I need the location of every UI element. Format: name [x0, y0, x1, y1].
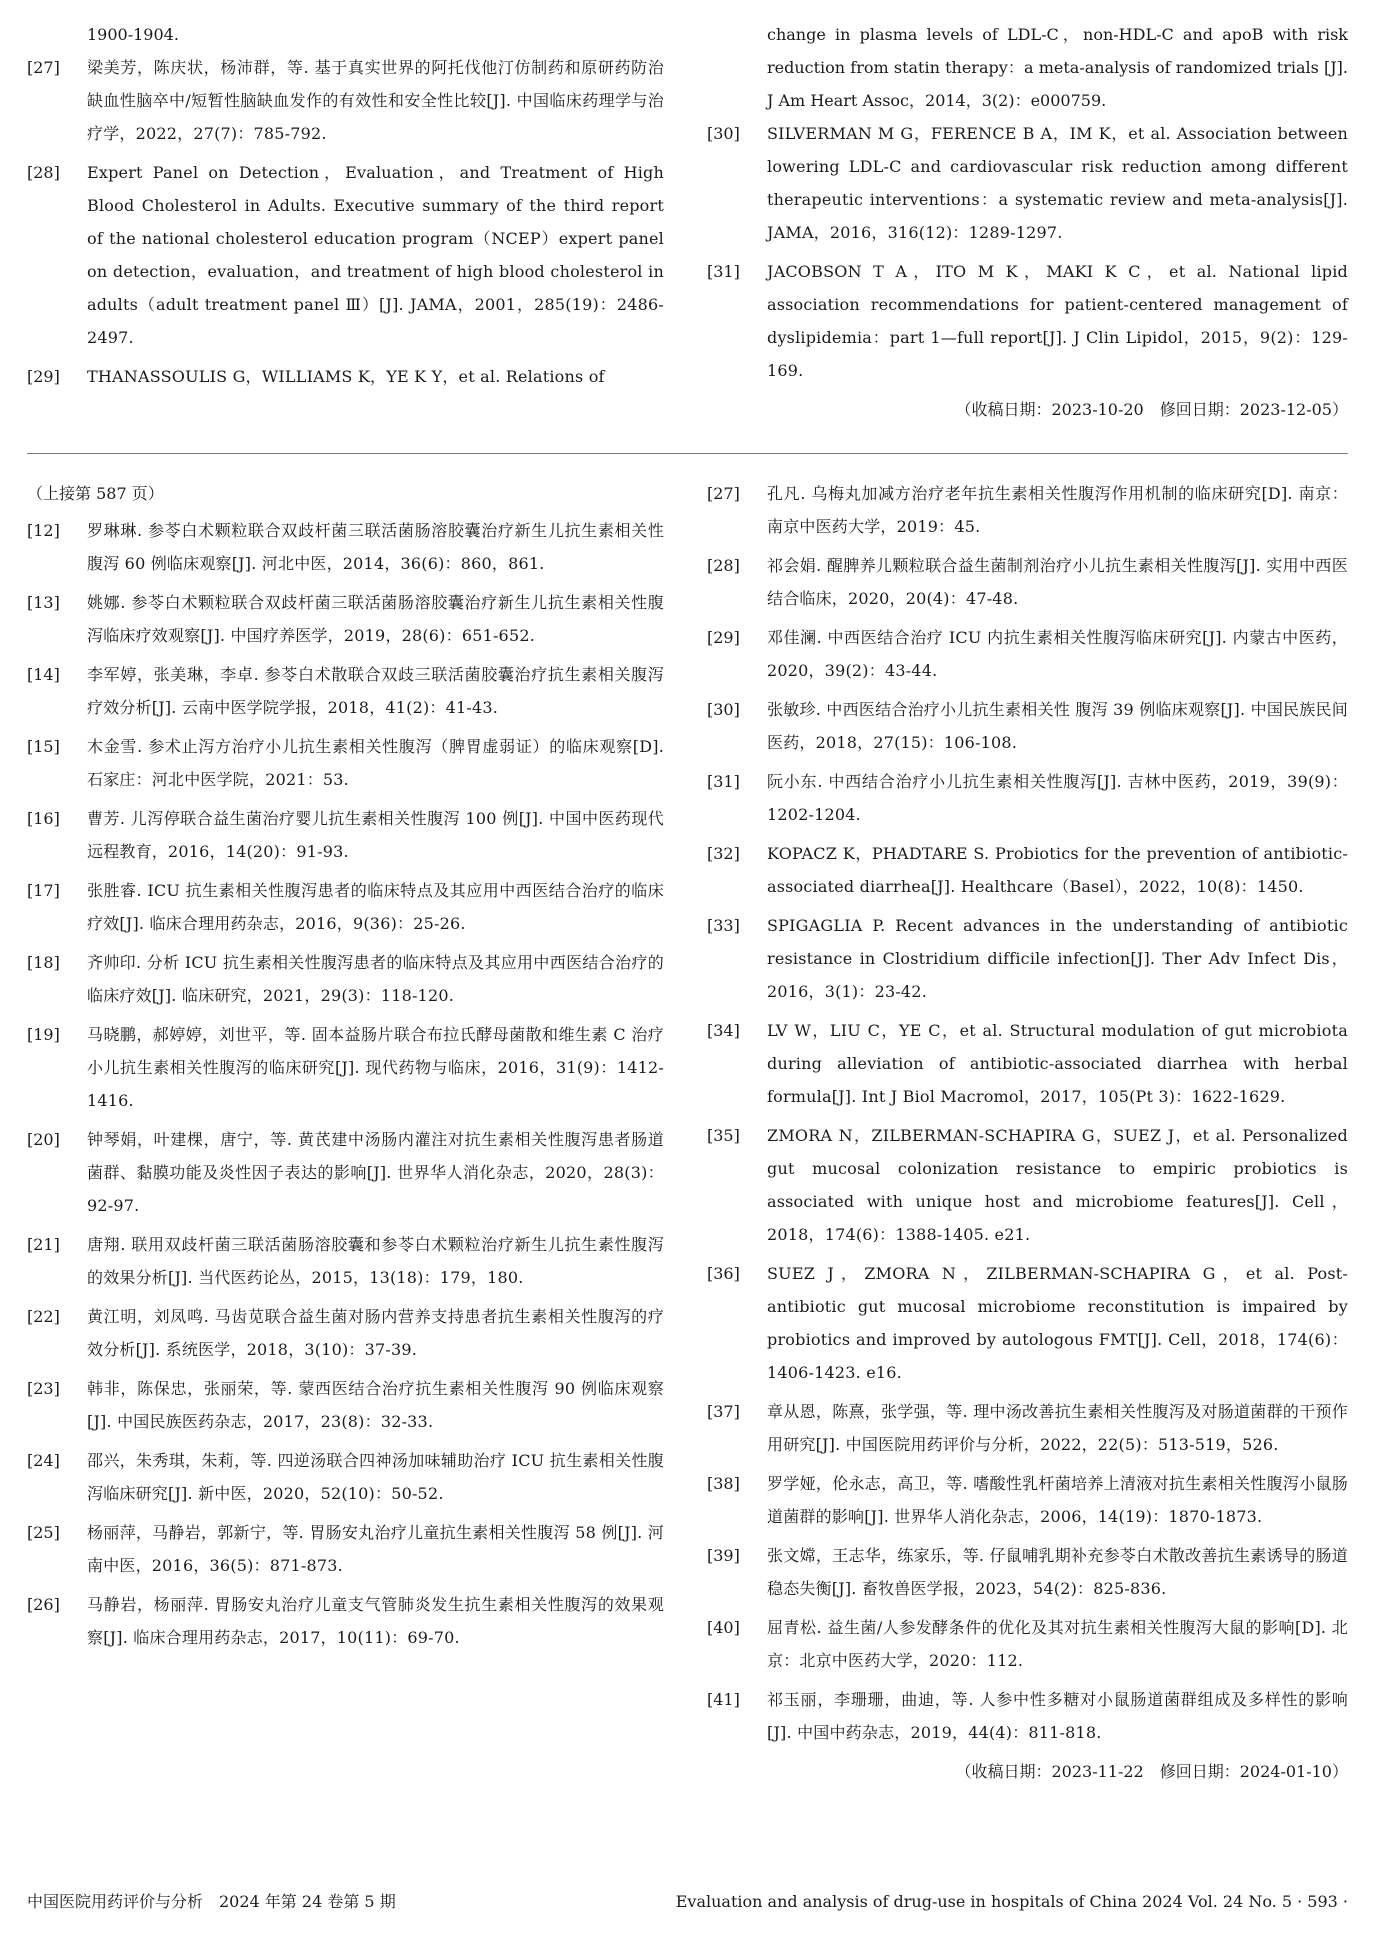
reference-list	[27, 51, 664, 393]
reference-number: [28]	[27, 163, 60, 182]
reference-item	[27, 946, 664, 1012]
reference-text: 张文嫦，王志华，练家乐，等. 仔鼠哺乳期补充参苓白术散改善抗生素诱导的肠道稳态失衡[J]. 畜牧兽医学报，2023，54(2)：825-836.	[767, 1546, 1348, 1598]
reference-item	[707, 1395, 1348, 1461]
reference-item	[707, 909, 1348, 1008]
reference-text: 姚娜. 参苓白术颗粒联合双歧杆菌三联活菌肠溶胶囊治疗新生儿抗生素相关性腹泻临床疗效观察[J]. 中国疗养医学，2019，28(6)：651-652.	[87, 593, 664, 645]
reference-number: [34]	[707, 1021, 740, 1040]
reference-text: 齐帅印. 分析 ICU 抗生素相关性腹泻患者的临床特点及其应用中西医结合治疗的临床疗效[J]. 临床研究，2021，29(3)：118-120.	[87, 953, 664, 1005]
reference-item	[27, 802, 664, 868]
reference-item	[707, 117, 1348, 249]
reference-number: [31]	[707, 772, 740, 791]
reference-number: [30]	[707, 124, 740, 143]
reference-text: THANASSOULIS G，WILLIAMS K，YE K Y，et al. Relations of	[87, 367, 605, 386]
reference-item	[27, 874, 664, 940]
bottom-left-column	[27, 477, 664, 1660]
reference-item	[27, 658, 664, 724]
reference-number: [25]	[27, 1523, 60, 1542]
reference-text: 祁玉丽，李珊珊，曲迪，等. 人参中性多糖对小鼠肠道菌群组成及多样性的影响[J]. 中国中药杂志，2019，44(4)：811-818.	[767, 1690, 1348, 1742]
reference-item	[27, 1300, 664, 1366]
reference-item	[27, 1516, 664, 1582]
continued-reference-text: 1900-1904.	[87, 25, 179, 44]
reference-number: [18]	[27, 953, 60, 972]
received-date: （收稿日期：2023-10-20 修回日期：2023-12-05）	[955, 400, 1348, 419]
reference-text: 邓佳澜. 中西医结合治疗 ICU 内抗生素相关性腹泻临床研究[J]. 内蒙古中医药，2020，39(2)：43-44.	[767, 628, 1348, 680]
reference-item	[707, 1467, 1348, 1533]
reference-text: 韩非，陈保忠，张丽荣，等. 蒙西医结合治疗抗生素相关性腹泻 90 例临床观察[J]. 中国民族医药杂志，2017，23(8)：32-33.	[87, 1379, 664, 1431]
reference-item	[707, 477, 1348, 543]
reference-text: 木金雪. 参术止泻方治疗小儿抗生素相关性腹泻（脾胃虚弱证）的临床观察[D]. 石家庄：河北中医学院，2021：53.	[87, 737, 664, 789]
reference-item	[27, 1123, 664, 1222]
reference-item	[707, 255, 1348, 387]
received-date: （收稿日期：2023-11-22 修回日期：2024-01-10）	[955, 1762, 1348, 1781]
reference-item	[27, 1444, 664, 1510]
reference-text: 阮小东. 中西结合治疗小儿抗生素相关性腹泻[J]. 吉林中医药，2019，39(9)：1202-1204.	[767, 772, 1348, 824]
bottom-right-column	[707, 477, 1348, 1788]
reference-item	[707, 621, 1348, 687]
reference-item	[707, 549, 1348, 615]
reference-item	[27, 586, 664, 652]
reference-number: [26]	[27, 1595, 60, 1614]
reference-text: 唐翔. 联用双歧杆菌三联活菌肠溶胶囊和参苓白术颗粒治疗新生儿抗生素性腹泻的效果分析[J]. 当代医药论丛，2015，13(18)：179，180.	[87, 1235, 664, 1287]
reference-text: SUEZ J，ZMORA N，ZILBERMAN-SCHAPIRA G，et al. Post-antibiotic gut mucosal microbiome reconstitution is impaired by probiotics and improved by autologous FMT[J]. Cell，2018，174(6)：1406-1423. e16.	[767, 1264, 1348, 1382]
reference-item	[27, 1588, 664, 1654]
reference-item	[707, 1257, 1348, 1389]
reference-number: [37]	[707, 1402, 740, 1421]
reference-text: 梁美芳，陈庆状，杨沛群，等. 基于真实世界的阿托伐他汀仿制药和原研药防治缺血性脑卒中/短暂性脑缺血发作的有效性和安全性比较[J]. 中国临床药理学与治疗学，2022，27(7)：785-792.	[87, 58, 664, 143]
reference-text: 屈青松. 益生菌/人参发酵条件的优化及其对抗生素相关性腹泻大鼠的影响[D]. 北京：北京中医药大学，2020：112.	[767, 1618, 1348, 1670]
reference-text: Expert Panel on Detection，Evaluation，and Treatment of High Blood Cholesterol in Adults. Executive summary of the third report of the national cholesterol education program（NCEP）expert panel on detection，evaluation，and treatment of high blood cholesterol in adults（adult treatment panel Ⅲ）[J]. JAMA，2001，285(19)：2486-2497.	[87, 163, 664, 347]
reference-number: [41]	[707, 1690, 740, 1709]
reference-text: 邵兴，朱秀琪，朱莉，等. 四逆汤联合四神汤加味辅助治疗 ICU 抗生素相关性腹泻临床研究[J]. 新中医，2020，52(10)：50-52.	[87, 1451, 664, 1503]
reference-number: [32]	[707, 844, 740, 863]
reference-item	[707, 1611, 1348, 1677]
reference-text: 罗学娅，伦永志，高卫，等. 嗜酸性乳杆菌培养上清液对抗生素相关性腹泻小鼠肠道菌群的影响[J]. 世界华人消化杂志，2006，14(19)：1870-1873.	[767, 1474, 1348, 1526]
reference-number: [39]	[707, 1546, 740, 1565]
continued-reference-text: change in plasma levels of LDL-C，non-HDL-C and apoB with risk reduction from statin therapy：a meta-analysis of randomized trials [J]. J Am Heart Assoc，2014，3(2)：e000759.	[767, 25, 1348, 110]
reference-number: [33]	[707, 916, 740, 935]
reference-number: [28]	[707, 556, 740, 575]
reference-text: 祁会娟. 醒脾养儿颗粒联合益生菌制剂治疗小儿抗生素相关性腹泻[J]. 实用中西医结合临床，2020，20(4)：47-48.	[767, 556, 1348, 608]
top-left-column	[27, 18, 664, 399]
reference-text: 杨丽萍，马静岩，郭新宁，等. 胃肠安丸治疗儿童抗生素相关性腹泻 58 例[J]. 河南中医，2016，36(5)：871-873.	[87, 1523, 664, 1575]
reference-number: [13]	[27, 593, 60, 612]
reference-text: SPIGAGLIA P. Recent advances in the understanding of antibiotic resistance in Clostridium difficile infection[J]. Ther Adv Infect Dis，2016，3(1)：23-42.	[767, 916, 1348, 1001]
reference-number: [36]	[707, 1264, 740, 1283]
reference-number: [29]	[27, 367, 60, 386]
reference-text: KOPACZ K，PHADTARE S. Probiotics for the prevention of antibiotic-associated diarrhea[J]. Healthcare（Basel），2022，10(8)：1450.	[767, 844, 1348, 896]
reference-number: [35]	[707, 1126, 740, 1145]
reference-number: [12]	[27, 521, 60, 540]
reference-text: 钟琴娟，叶建棵，唐宁，等. 黄芪建中汤肠内灌注对抗生素相关性腹泻患者肠道菌群、黏膜功能及炎性因子表达的影响[J]. 世界华人消化杂志，2020，28(3)：92-97.	[87, 1130, 664, 1215]
reference-item	[27, 156, 664, 354]
reference-item	[707, 1683, 1348, 1749]
reference-text: 张胜睿. ICU 抗生素相关性腹泻患者的临床特点及其应用中西医结合治疗的临床疗效[J]. 临床合理用药杂志，2016，9(36)：25-26.	[87, 881, 664, 933]
reference-text: JACOBSON T A，ITO M K，MAKI K C，et al. National lipid association recommendations for patient-centered management of dyslipidemia：part 1—full report[J]. J Clin Lipidol，2015，9(2)：129-169.	[767, 262, 1348, 380]
reference-item	[27, 51, 664, 150]
reference-text: 孔凡. 乌梅丸加减方治疗老年抗生素相关性腹泻作用机制的临床研究[D]. 南京：南京中医药大学，2019：45.	[767, 484, 1348, 536]
reference-number: [16]	[27, 809, 60, 828]
reference-text: 马晓鹏，郝婷婷，刘世平，等. 固本益肠片联合布拉氏酵母菌散和维生素 C 治疗小儿抗生素相关性腹泻的临床研究[J]. 现代药物与临床，2016，31(9)：1412-1416.	[87, 1025, 664, 1110]
reference-number: [38]	[707, 1474, 740, 1493]
reference-item	[707, 1119, 1348, 1251]
reference-number: [24]	[27, 1451, 60, 1470]
reference-item	[27, 514, 664, 580]
reference-text: LV W，LIU C，YE C，et al. Structural modulation of gut microbiota during alleviation of antibiotic-associated diarrhea with herbal formula[J]. Int J Biol Macromol，2017，105(Pt 3)：1622-1629.	[767, 1021, 1348, 1106]
reference-number: [22]	[27, 1307, 60, 1326]
reference-text: ZMORA N，ZILBERMAN-SCHAPIRA G，SUEZ J，et al. Personalized gut mucosal colonization resistance to empiric probiotics is associated with unique host and microbiome features[J]. Cell，2018，174(6)：1388-1405. e21.	[767, 1126, 1348, 1244]
reference-number: [29]	[707, 628, 740, 647]
reference-number: [30]	[707, 700, 740, 719]
reference-text: 张敏珍. 中西医结合治疗小儿抗生素相关性 腹泻 39 例临床观察[J]. 中国民族民间医药，2018，27(15)：106-108.	[767, 700, 1348, 752]
reference-number: [23]	[27, 1379, 60, 1398]
reference-text: 黄江明，刘凤鸣. 马齿苋联合益生菌对肠内营养支持患者抗生素相关性腹泻的疗效分析[J]. 系统医学，2018，3(10)：37-39.	[87, 1307, 664, 1359]
reference-text: 章从恩，陈熹，张学强，等. 理中汤改善抗生素相关性腹泻及对肠道菌群的干预作用研究[J]. 中国医院用药评价与分析，2022，22(5)：513-519，526.	[767, 1402, 1348, 1454]
reference-number: [27]	[707, 484, 740, 503]
reference-item	[707, 837, 1348, 903]
reference-list	[27, 514, 664, 1654]
reference-list	[707, 477, 1348, 1749]
reference-number: [19]	[27, 1025, 60, 1044]
reference-number: [17]	[27, 881, 60, 900]
journal-footer-english: Evaluation and analysis of drug-use in hospitals of China 2024 Vol. 24 No. 5 · 593 ·	[675, 1892, 1348, 1911]
reference-item	[27, 360, 664, 393]
reference-text: SILVERMAN M G，FERENCE B A，IM K，et al. Association between lowering LDL-C and cardiovascular risk reduction among different therapeutic interventions：a systematic review and meta-analysis[J]. JAMA，2016，316(12)：1289-1297.	[767, 124, 1348, 242]
reference-item	[707, 765, 1348, 831]
reference-item	[27, 1018, 664, 1117]
reference-text: 李军婷，张美琳，李卓. 参苓白术散联合双歧三联活菌胶囊治疗抗生素相关腹泻疗效分析[J]. 云南中医学院学报，2018，41(2)：41-43.	[87, 665, 664, 717]
reference-text: 曹芳. 儿泻停联合益生菌治疗婴儿抗生素相关性腹泻 100 例[J]. 中国中医药现代远程教育，2016，14(20)：91-93.	[87, 809, 664, 861]
reference-item	[27, 1372, 664, 1438]
reference-number: [14]	[27, 665, 60, 684]
reference-number: [20]	[27, 1130, 60, 1149]
reference-item	[27, 730, 664, 796]
reference-item	[707, 1014, 1348, 1113]
reference-item	[707, 693, 1348, 759]
top-right-column	[707, 18, 1348, 426]
section-divider	[27, 453, 1348, 454]
reference-item	[707, 1539, 1348, 1605]
reference-number: [27]	[27, 58, 60, 77]
journal-footer-chinese: 中国医院用药评价与分析 2024 年第 24 卷第 5 期	[27, 1892, 396, 1911]
reference-number: [21]	[27, 1235, 60, 1254]
reference-number: [40]	[707, 1618, 740, 1637]
reference-number: [31]	[707, 262, 740, 281]
reference-item	[27, 1228, 664, 1294]
reference-number: [15]	[27, 737, 60, 756]
reference-list	[707, 117, 1348, 387]
reference-text: 罗琳琳. 参苓白术颗粒联合双歧杆菌三联活菌肠溶胶囊治疗新生儿抗生素相关性腹泻 60 例临床观察[J]. 河北中医，2014，36(6)：860，861.	[87, 521, 664, 573]
reference-text: 马静岩，杨丽萍. 胃肠安丸治疗儿童支气管肺炎发生抗生素相关性腹泻的效果观察[J]. 临床合理用药杂志，2017，10(11)：69-70.	[87, 1595, 664, 1647]
continued-from-label: （上接第 587 页）	[27, 484, 164, 503]
